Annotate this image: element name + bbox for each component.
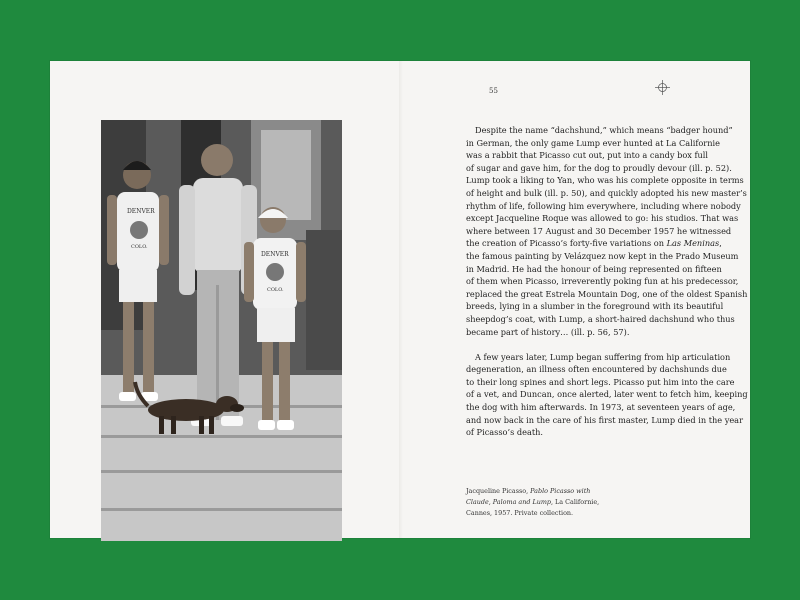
- photograph: [101, 120, 342, 541]
- text-line: became part of history… (ill. p. 56, 57).: [466, 326, 630, 337]
- caption-italic: Pablo Picasso with: [530, 487, 591, 495]
- text-line: of sugar and gave him, for the dog to proudly devour (ill. p. 52).: [466, 162, 732, 173]
- text-line: rhythm of life, following him everywhere, including where nobody: [466, 200, 741, 211]
- book-spread: [50, 61, 750, 538]
- text-line: to their long spines and short legs. Picasso put him into the care: [466, 376, 735, 387]
- text-segment: ,: [719, 238, 722, 249]
- text-line: A few years later, Lump began suffering from hip articulation: [475, 351, 731, 362]
- text-line: was a rabbit that Picasso cut out, put into a candy box full: [466, 150, 709, 161]
- text-segment: the creation of Picasso’s forty-five variations on: [466, 238, 667, 249]
- text-line: except Jacqueline Roque was allowed to go: his studios. That was: [466, 213, 739, 224]
- paragraph-1: [466, 124, 748, 338]
- text-line: sheepdog’s coat, with Lump, a short-haired dachshund who thus: [466, 313, 735, 324]
- book-gutter: [399, 61, 403, 538]
- text-line: in Madrid. He had the honour of being represented on fifteen: [466, 263, 722, 274]
- shirt-print-denver-2: DENVER: [261, 251, 289, 258]
- text-line: replaced the great Estrela Mountain Dog, one of the oldest Spanish: [466, 288, 748, 299]
- text-line-with-italic: [466, 237, 736, 250]
- text-line: of height and bulk (ill. p. 50), and quickly adopted his new master’s: [466, 187, 747, 198]
- caption-line: [466, 497, 606, 508]
- text-line: the famous painting by Velázquez now kept in the Prado Museum: [466, 250, 739, 261]
- text-line: and now back in the care of his first master, Lump died in the year: [466, 414, 743, 425]
- text-line: the dog with him afterwards. In 1973, at seventeen years of age,: [466, 402, 736, 413]
- photo-caption: [466, 486, 606, 519]
- shirt-print-denver-1: DENVER: [127, 208, 155, 215]
- caption-text: , La Californie,: [550, 498, 600, 506]
- text-line: of them when Picasso, irreverently poking fun at his predecessor,: [466, 276, 739, 287]
- paragraph-2: [466, 351, 748, 439]
- text-line: where between 17 August and 30 December 1957 he witnessed: [466, 225, 732, 236]
- photo-illustration: [101, 120, 342, 541]
- shirt-print-colo-2: COLO.: [267, 287, 284, 293]
- body-text: [466, 124, 748, 451]
- shirt-print-colo-1: COLO.: [131, 244, 148, 250]
- registration-mark-icon: [655, 80, 670, 95]
- caption-line: [466, 486, 606, 497]
- caption-italic: Claude, Paloma and Lump: [466, 498, 551, 506]
- text-line: degeneration, an illness often encountered by dachshunds due: [466, 364, 727, 375]
- text-line: Lump took a liking to Yan, who was his complete opposite in terms: [466, 175, 744, 186]
- italic-title: Las Meninas: [666, 238, 720, 249]
- text-line: Despite the name “dachshund,” which means “badger hound”: [475, 125, 733, 135]
- caption-line: Cannes, 1957. Private collection.: [466, 509, 574, 517]
- text-line: breeds, lying in a slumber in the foreground with its beautiful: [466, 301, 724, 312]
- text-line: in German, the only game Lump ever hunted at La Californie: [466, 137, 720, 148]
- page-number: 55: [489, 87, 498, 95]
- caption-text: Jacqueline Picasso,: [466, 487, 531, 495]
- text-line: of a vet, and Duncan, once alerted, later went to fetch him, keeping: [466, 389, 748, 400]
- text-line: of Picasso’s death.: [466, 427, 544, 438]
